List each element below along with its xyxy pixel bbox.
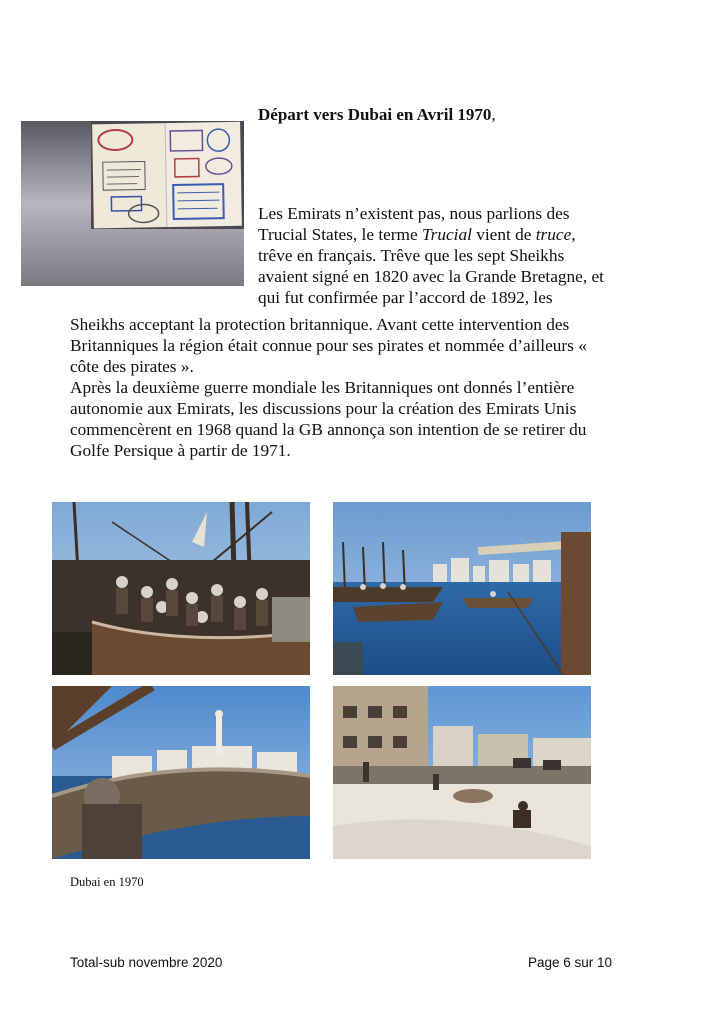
italic-term: Trucial: [421, 225, 472, 244]
paragraph-line: qui fut confirmée par l’accord de 1892, les: [258, 288, 553, 307]
paragraph-line: commencèrent en 1968 quand la GB annonça son intention de se retirer du: [70, 420, 587, 439]
text-run: vient de: [471, 225, 536, 244]
paragraph-line: [258, 224, 668, 245]
text-run: ,: [571, 225, 576, 244]
footer-page-number: Page 6 sur 10: [528, 955, 613, 970]
section-heading: [258, 104, 496, 126]
paragraph-line: côte des pirates ».: [70, 357, 194, 376]
paragraph-line: Britanniques la région était connue pour ses pirates et nommée d’ailleurs «: [70, 336, 587, 355]
paragraph-line: Golfe Persique à partir de 1971.: [70, 441, 291, 460]
photo-creek-skyline: [333, 502, 591, 675]
photo-boat-minaret: [52, 686, 310, 859]
paragraph-line: avaient signé en 1820 avec la Grande Bretagne, et: [258, 267, 604, 286]
paragraph-line: autonomie aux Emirats, les discussions pour la création des Emirats Unis: [70, 399, 577, 418]
photo-dhow-crowd: [52, 502, 310, 675]
paragraph-line: Après la deuxième guerre mondiale les Britanniques ont donnés l’entière: [70, 378, 575, 397]
paragraph-line: Les Emirats n’existent pas, nous parlions des: [258, 204, 570, 223]
photo-caption: Dubai en 1970: [70, 875, 144, 889]
text-run: Trucial States, le terme: [258, 225, 422, 244]
paragraph-line: trêve en français. Trêve que les sept Sheikhs: [258, 246, 565, 265]
paragraph-line: Sheikhs acceptant la protection britannique. Avant cette intervention des: [70, 315, 570, 334]
heading-bold: Départ vers Dubai en Avril 1970: [258, 105, 492, 124]
italic-term: truce: [535, 225, 572, 244]
photo-street-sand: [333, 686, 591, 859]
passport-photo: [21, 121, 244, 286]
footer-document-info: Total-sub novembre 2020: [70, 955, 223, 970]
heading-suffix: ,: [491, 105, 496, 124]
